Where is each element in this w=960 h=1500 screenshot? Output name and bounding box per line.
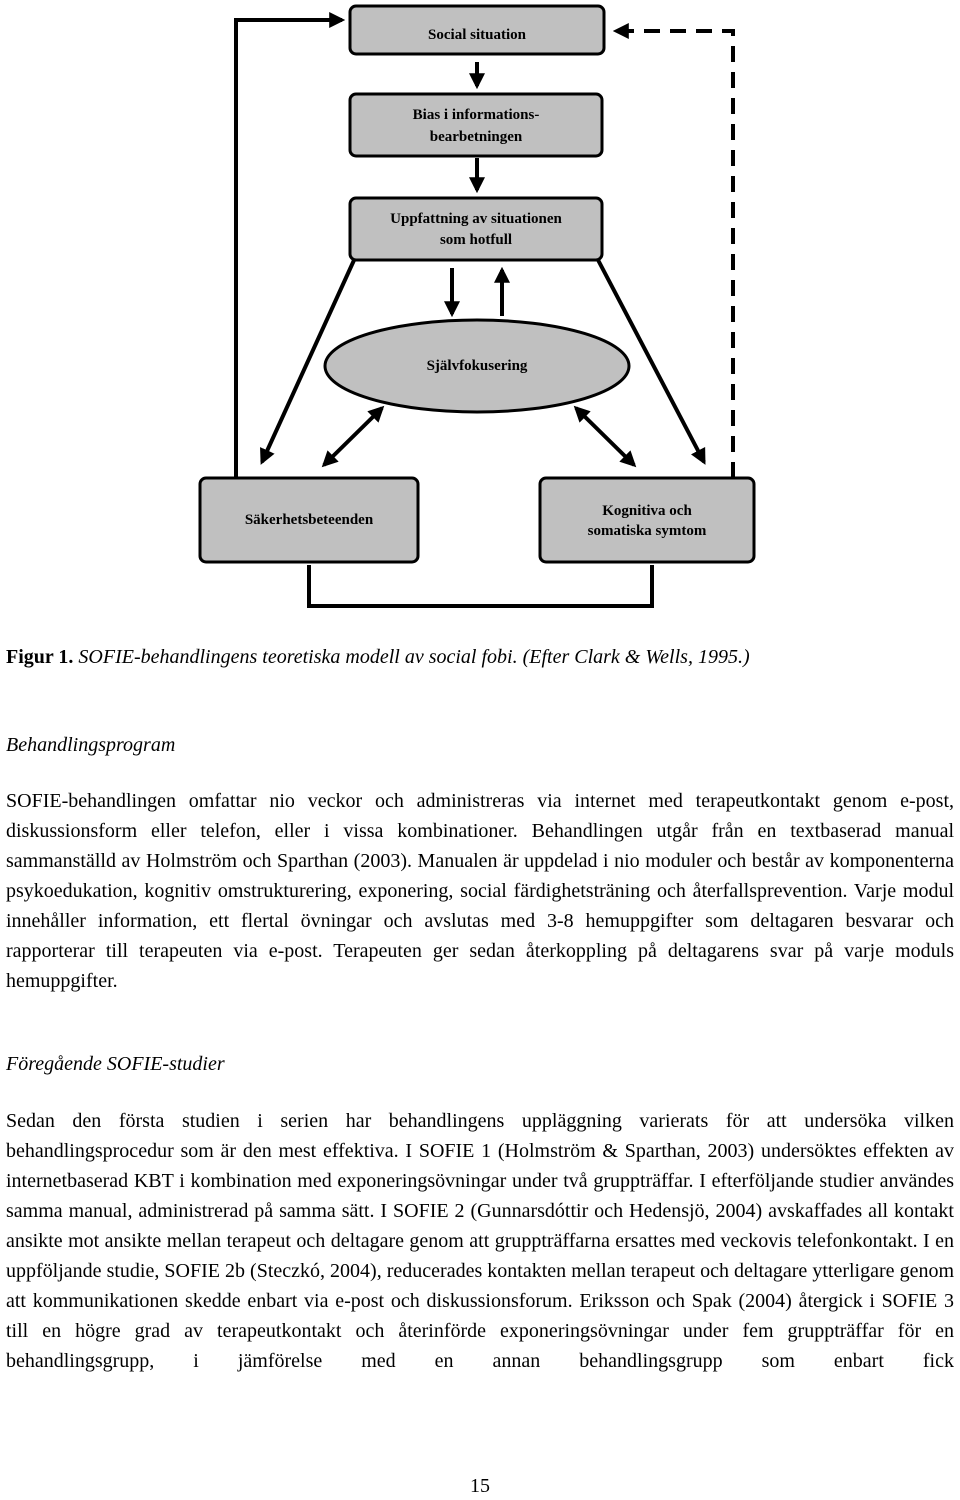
section-heading-treatment-program: Behandlingsprogram: [6, 734, 176, 756]
node-safety-behaviors: [200, 478, 418, 562]
figure-caption-text: SOFIE-behandlingens teoretiska modell av social fobi. (Efter Clark & Wells, 1995.): [78, 646, 750, 668]
svg-text:Social situation: Social situation: [428, 27, 526, 43]
node-self-focus: [325, 320, 629, 412]
node-social-situation: [350, 6, 604, 54]
svg-text:bearbetningen: bearbetningen: [429, 129, 523, 145]
svg-text:somatiska symtom: somatiska symtom: [587, 523, 707, 539]
svg-text:Säkerhetsbeteenden: Säkerhetsbeteenden: [244, 512, 374, 528]
figure-caption: [6, 643, 956, 671]
feedback-arrow-safety-to-situation: [236, 20, 342, 478]
svg-text:Uppfattning av situationen: Uppfattning av situationen: [390, 211, 562, 227]
svg-text:Bias i informations-: Bias i informations-: [412, 107, 540, 123]
paragraph-previous-studies: Sedan den första studien i serien har behandlingens uppläggning varierats för att undersöka vilken behandlingsprocedur som är den mest effektiva. I SOFIE 1 (Holmström & Sparthan, 2003) undersöktes effekten av internetbaserad KBT i kombination med exponeringsövningar under två gruppträffar. I efterföljande studier användes samma manual, administrerad på samma sätt. I SOFIE 2 (Gunnarsdóttir och Hedensjö, 2004) avskaffades all kontakt ansikte mot ansikte mellan terapeut och deltagare genom att gruppträffarna ersattes med veckovis telefonkontakt. I en uppföljande studie, SOFIE 2b (Steczkó, 2004), reducerades kontakten mellan terapeut och deltagare ytterligare genom att kommunikationen skedde enbart via e-post och diskussionsforum. Eriksson och Spak (2004) återgick i SOFIE 3 till en högre grad av terapeutkontakt och återinförde exponeringsövningar under fem gruppträffar för en behandlingsgrupp, i jämförelse med en annan behandlingsgrupp som enbart fick: [6, 1110, 954, 1372]
social-phobia-model-diagram: [0, 0, 960, 620]
node-threat-perception: [350, 198, 602, 260]
svg-text:som hotfull: som hotfull: [439, 232, 513, 248]
arrow-selffocus-symptoms: [576, 408, 634, 465]
node-cognitive-somatic-symptoms: [540, 478, 754, 562]
svg-text:Självfokusering: Självfokusering: [426, 358, 528, 374]
node-information-bias: [350, 94, 602, 156]
feedback-arrow-symptoms-to-situation: [616, 31, 733, 478]
section-heading-previous-studies: Föregående SOFIE-studier: [6, 1053, 225, 1075]
bottom-connector-line: [309, 565, 652, 606]
paragraph-treatment-program: SOFIE-behandlingen omfattar nio veckor och administreras via internet med terapeutkontakt genom e-post, diskussionsform eller telefon, eller i vissa kombinationer. Behandlingen utgår från en textbaserad manual sammanställd av Holmström och Sparthan (2003). Manualen är uppdelad i nio moduler och består av komponenterna psykoedukation, kognitiv omstrukturering, exponering, social färdighetsträning och återfallsprevention. Varje modul innehåller information, ett flertal övningar och avslutas med 3-8 hemuppgifter som deltagaren besvarar och rapporterar till terapeuten via e-post. Terapeuten ger sedan återkoppling på deltagarens svar på varje moduls hemuppgifter.: [6, 790, 954, 992]
figure-label: Figur 1.: [6, 646, 74, 668]
page-number: 15: [470, 1475, 490, 1497]
svg-text:Kognitiva och: Kognitiva och: [602, 503, 692, 519]
arrow-selffocus-safety: [324, 408, 382, 465]
